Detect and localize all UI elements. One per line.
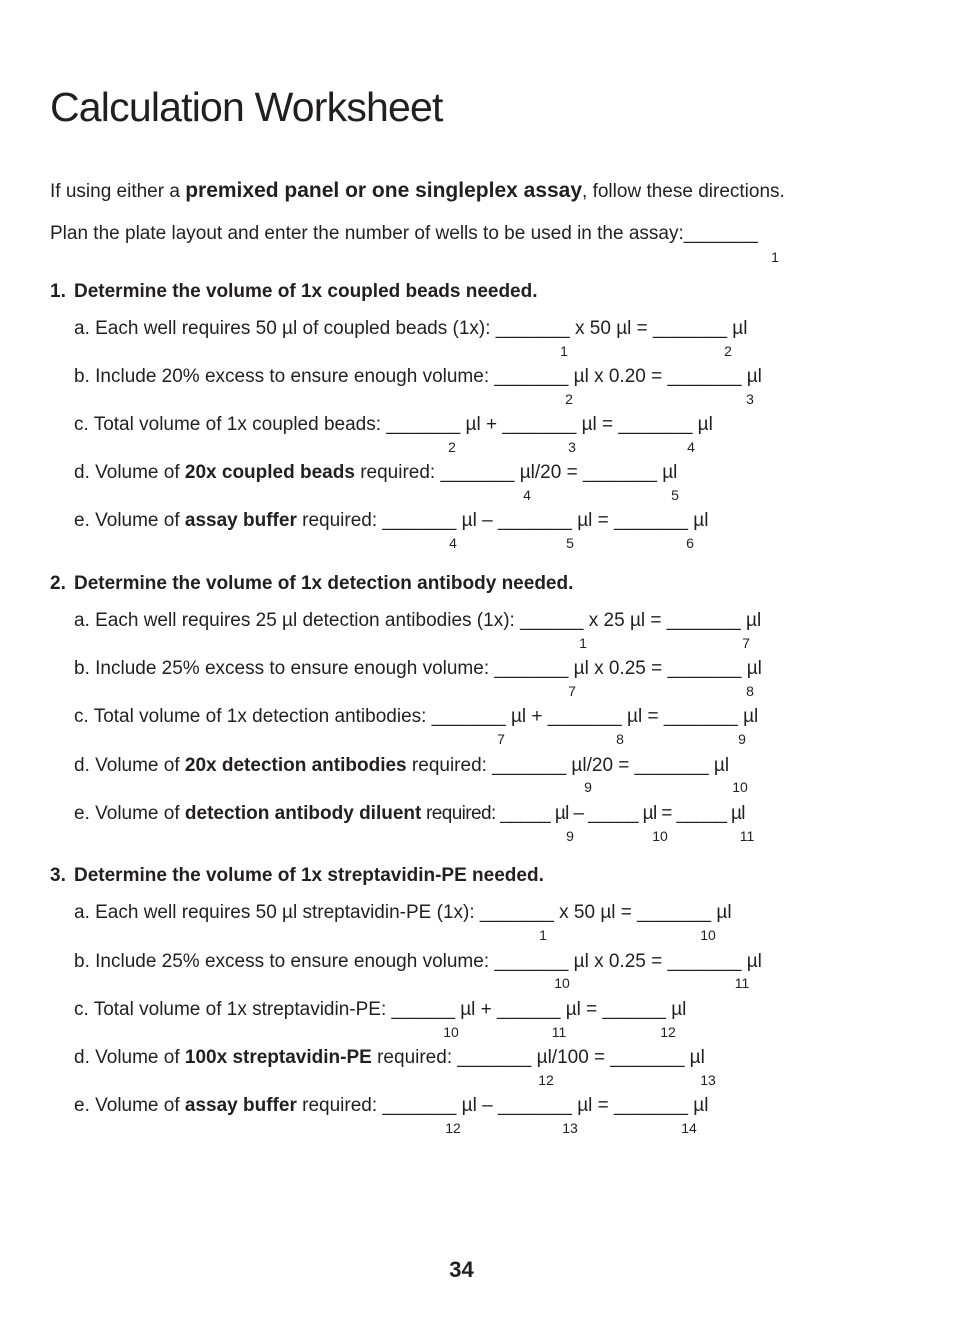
worksheet-line: c. Total volume of 1x detection antibodies: _______ µl + _______ µl = _______ µl xyxy=(74,706,759,727)
line-ref: 9 xyxy=(738,731,746,747)
line-ref: 4 xyxy=(523,487,531,503)
section-number: 3. xyxy=(50,865,66,886)
line-ref: 2 xyxy=(448,439,456,455)
line-post: required: _______ µl – _______ µl = _______ µl xyxy=(296,510,709,531)
line-ref: 11 xyxy=(734,975,750,991)
line-ref: 7 xyxy=(742,635,750,651)
worksheet-line: c. Total volume of 1x streptavidin-PE: ______ µl + ______ µl = ______ µl xyxy=(74,999,687,1020)
worksheet-line: c. Total volume of 1x coupled beads: _______ µl + _______ µl = _______ µl xyxy=(74,414,713,435)
line-ref: 3 xyxy=(568,439,576,455)
line-ref: 6 xyxy=(686,535,694,551)
plan-ref: 1 xyxy=(771,249,779,265)
line-ref: 13 xyxy=(700,1072,716,1088)
line-post: required: _______ µl – _______ µl = _______ µl xyxy=(296,1095,709,1116)
section-title: Determine the volume of 1x coupled beads needed. xyxy=(74,281,538,302)
line-pre: d. Volume of xyxy=(74,1047,185,1068)
line-ref: 11 xyxy=(551,1024,567,1040)
line-ref: 8 xyxy=(746,683,754,699)
line-ref: 4 xyxy=(687,439,695,455)
line-bold: assay buffer xyxy=(184,1095,297,1116)
line-post: required: _______ µl/20 = _______ µl xyxy=(354,462,678,483)
worksheet-line xyxy=(74,803,745,825)
line-post: required: _____ µl – _____ µl = _____ µl xyxy=(421,803,745,824)
line-ref: 8 xyxy=(616,731,624,747)
line-ref: 1 xyxy=(579,635,587,651)
line-ref: 9 xyxy=(566,828,574,844)
worksheet-line: a. Each well requires 50 µl of coupled beads (1x): _______ x 50 µl = _______ µl xyxy=(74,318,748,339)
intro-bold: premixed panel or one singleplex assay xyxy=(185,179,583,202)
section-number: 1. xyxy=(50,281,66,302)
intro-post: , follow these directions. xyxy=(582,181,785,202)
intro-pre: If using either a xyxy=(50,181,186,202)
section-heading xyxy=(50,865,544,887)
section-heading xyxy=(50,573,573,595)
line-bold: detection antibody diluent xyxy=(184,803,422,824)
line-ref: 11 xyxy=(739,828,755,844)
line-pre: d. Volume of xyxy=(74,755,185,776)
line-ref: 10 xyxy=(652,828,668,844)
worksheet-line xyxy=(74,1095,708,1117)
line-ref: 10 xyxy=(700,927,716,943)
line-ref: 12 xyxy=(445,1120,461,1136)
line-post: required: _______ µl/20 = _______ µl xyxy=(406,755,730,776)
line-ref: 7 xyxy=(497,731,505,747)
line-ref: 1 xyxy=(560,343,568,359)
line-ref: 12 xyxy=(538,1072,554,1088)
plan-text: Plan the plate layout and enter the number of wells to be used in the assay:_______ xyxy=(50,223,758,244)
intro-text xyxy=(50,179,785,203)
page-title: Calculation Worksheet xyxy=(50,84,443,130)
worksheet-line xyxy=(74,755,729,777)
line-pre: e. Volume of xyxy=(74,803,185,824)
worksheet-line xyxy=(74,462,677,484)
section-title: Determine the volume of 1x streptavidin-PE needed. xyxy=(74,865,544,886)
line-ref: 9 xyxy=(584,779,592,795)
line-ref: 4 xyxy=(449,535,457,551)
line-ref: 10 xyxy=(443,1024,459,1040)
worksheet-line xyxy=(74,1047,705,1069)
line-pre: e. Volume of xyxy=(74,510,185,531)
section-title: Determine the volume of 1x detection antibody needed. xyxy=(74,573,574,594)
line-bold: 20x coupled beads xyxy=(184,462,355,483)
line-ref: 5 xyxy=(566,535,574,551)
line-ref: 12 xyxy=(660,1024,676,1040)
line-ref: 3 xyxy=(746,391,754,407)
line-ref: 10 xyxy=(554,975,570,991)
section-number: 2. xyxy=(50,573,66,594)
line-ref: 10 xyxy=(732,779,748,795)
worksheet-line: b. Include 20% excess to ensure enough volume: _______ µl x 0.20 = _______ µl xyxy=(74,366,762,387)
line-pre: e. Volume of xyxy=(74,1095,185,1116)
page-number: 34 xyxy=(449,1257,474,1282)
line-bold: 20x detection antibodies xyxy=(184,755,407,776)
worksheet-line: b. Include 25% excess to ensure enough volume: _______ µl x 0.25 = _______ µl xyxy=(74,658,762,679)
worksheet-line xyxy=(74,510,708,532)
line-ref: 7 xyxy=(568,683,576,699)
line-ref: 1 xyxy=(539,927,547,943)
worksheet-line: a. Each well requires 50 µl streptavidin-PE (1x): _______ x 50 µl = _______ µl xyxy=(74,902,732,923)
line-pre: d. Volume of xyxy=(74,462,185,483)
line-ref: 14 xyxy=(681,1120,697,1136)
line-ref: 2 xyxy=(565,391,573,407)
line-bold: 100x streptavidin-PE xyxy=(184,1047,372,1068)
line-ref: 13 xyxy=(562,1120,578,1136)
worksheet-line: b. Include 25% excess to ensure enough volume: _______ µl x 0.25 = _______ µl xyxy=(74,951,762,972)
section-heading xyxy=(50,281,538,303)
line-post: required: _______ µl/100 = _______ µl xyxy=(371,1047,705,1068)
line-bold: assay buffer xyxy=(184,510,297,531)
worksheet-line: a. Each well requires 25 µl detection antibodies (1x): ______ x 25 µl = _______ µl xyxy=(74,610,762,631)
line-ref: 5 xyxy=(671,487,679,503)
line-ref: 2 xyxy=(724,343,732,359)
